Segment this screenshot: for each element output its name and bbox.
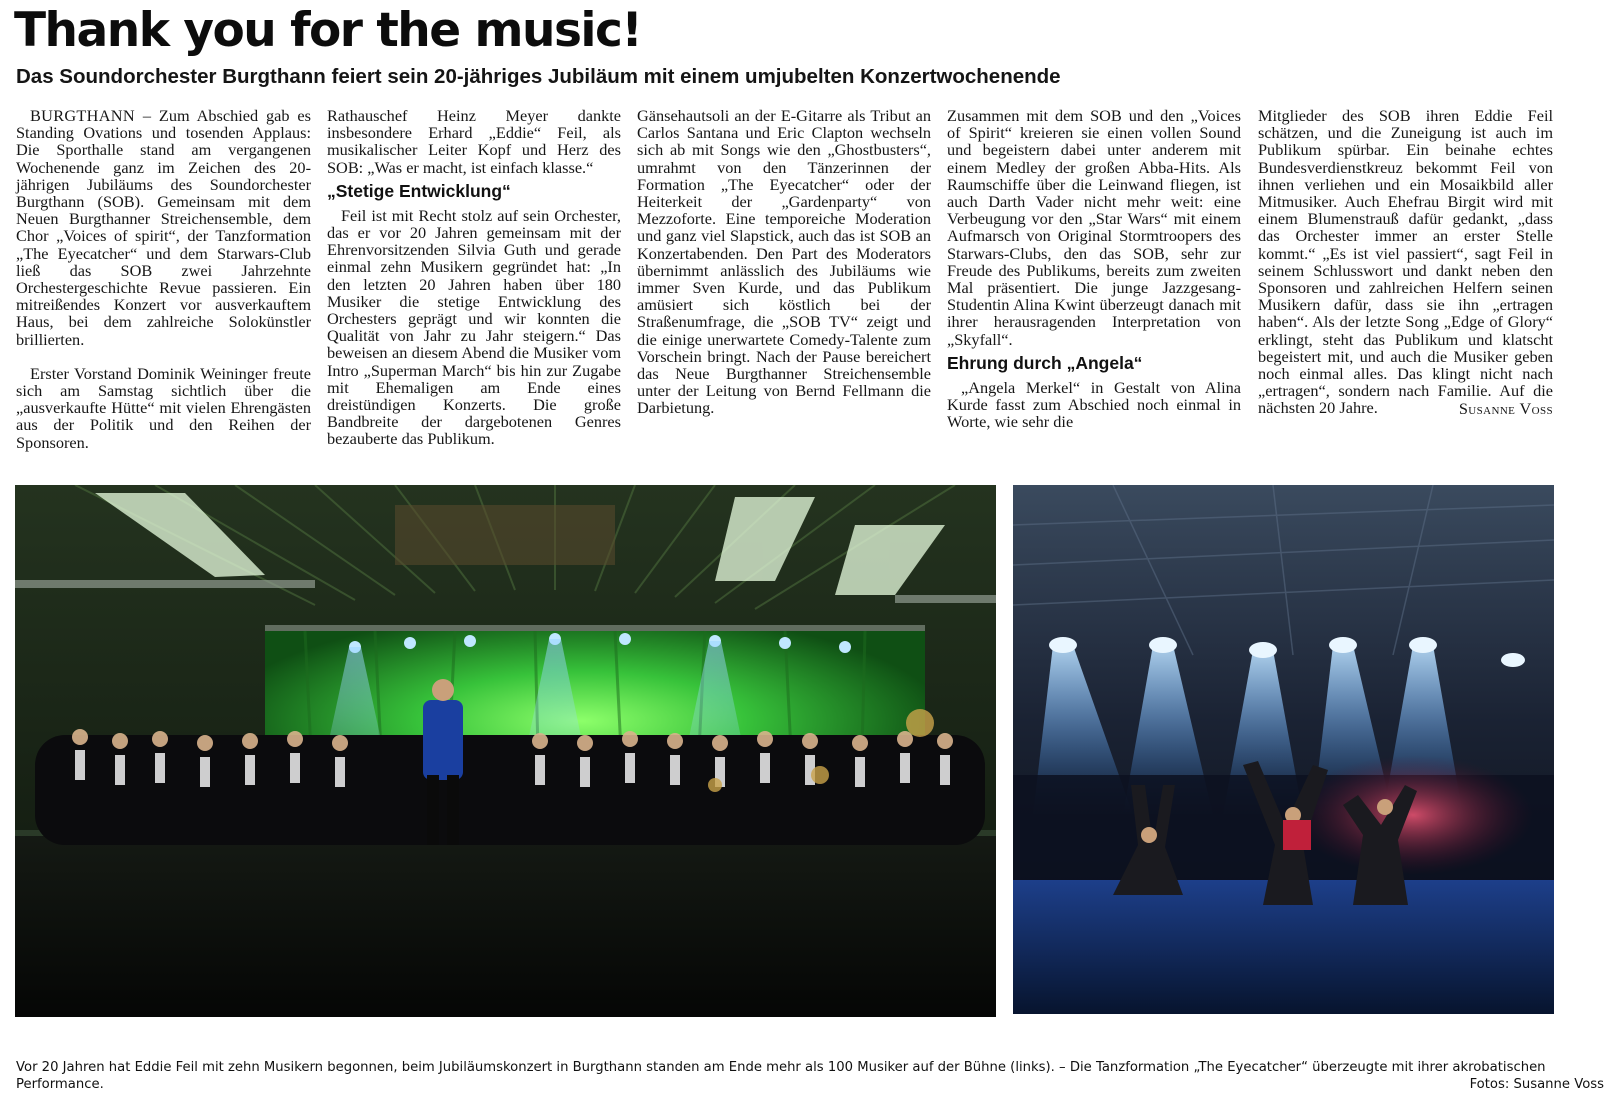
dance-photo-illustration — [1013, 485, 1554, 1014]
orchestra-photo — [15, 485, 996, 1017]
paragraph: Gänsehautsoli an der E-Gitarre als Tribut an Carlos Santana und Eric Clapton wechseln sich ab mit Songs wie den „Ghostbusters“, umrahmt von den Tänzerinnen der Formation „The Eyecatcher“ oder der Heiterkeit der „Gardenparty“ von Mezzoforte. Eine temporeiche Moderation und ganz viel Slapstick, auch das ist SOB an Konzertabenden. Den Part des Moderators übernimmt anlässlich des Jubiläums wie immer Sven Kurde, und das Publikum amüsiert sich köstlich bei der Straßenumfrage, die „SOB TV“ zeigt und die einige unerwartete Comedy-Talente zum Vorschein bringt. Nach der Pause bereichert das Neue Burgthanner Streichensemble unter der Leitung von Bernd Fellmann die Darbietung. — [637, 106, 931, 418]
photo-credit: Fotos: Susanne Voss — [1469, 1077, 1604, 1092]
article-column-2 — [327, 107, 621, 448]
article-column-3 — [637, 107, 931, 417]
paragraph: Rathauschef Heinz Meyer dankte insbesondere Erhard „Eddie“ Feil, als musikalischer Leiter Kopf und Herz des SOB: „Was er macht, ist einfach klasse.“ — [327, 106, 621, 177]
paragraph: Zusammen mit dem SOB und den „Voices of Spirit“ kreieren sie einen vollen Sound und begeistern dabei unter anderem mit einem Medley der großen Abba-Hits. Als Raumschiffe über die Leinwand fliegen, ist auch Darth Vader nicht mehr weit: eine Verbeugung vor den „Star Wars“ mit einem Aufmarsch von Original Stormtroopers des Starwars-Clubs, den das SOB, sehr zur Freude des Publikums, bereits zum zweiten Mal präsentiert. Die junge Jazzgesang-Studentin Alina Kwint überzeugt danach mit ihrer herausragenden Interpretation von „Skyfall“. — [947, 106, 1241, 349]
dance-photo — [1013, 485, 1554, 1014]
photo-caption — [16, 1060, 1604, 1093]
paragraph: Mitglieder des SOB ihren Eddie Feil schätzen, und die Zuneigung ist auch im Publikum spürbar. Ein beinahe echtes Bundesverdienstkreuz bekommt Feil von ihnen verliehen und ein Mosaikbild aller Mitmusiker. Auch Ehefrau Birgit wird mit einem Blumenstrauß dafür gedankt, „dass das Orchester immer an erster Stelle kommt.“ „Es ist viel passiert“, sagt Feil in seinem Schlusswort und dankt neben den Sponsoren und zahlreichen Helfern seinen Musikern dafür, dass sie ihn „ertragen haben“. Als der letzte Song „Edge of Glory“ erklingt, steht das Publikum und klatscht begeistert mit, und auch die Musiker geben noch einmal alles. Das klingt nicht nach „ertragen“, sondern nach Familie. Auf die nächsten 20 Jahre. — [1258, 106, 1553, 418]
headline: Thank you for the music! — [14, 3, 642, 58]
section-heading: Ehrung durch „Angela“ — [947, 352, 1143, 373]
dateline: BURGTHANN — [30, 106, 135, 125]
orchestra-photo-illustration — [15, 485, 996, 1017]
author-signature: Susanne Voss — [1458, 398, 1553, 418]
article-column-5 — [1258, 107, 1553, 417]
caption-text: Vor 20 Jahren hat Eddie Feil mit zehn Musikern begonnen, beim Jubiläumskonzert in Burgthann standen am Ende mehr als 100 Musiker auf der Bühne (links). – Die Tanzformation „The Eyecatcher“ überzeugte mit ihrer akrobatischen Performance. — [16, 1060, 1546, 1092]
article-column-1 — [16, 107, 311, 451]
paragraph: Erster Vorstand Dominik Weininger freute sich am Samstag sichtlich über die „ausverkaufte Hütte“ mit vielen Ehrengästen aus der Politik und den Reihen der Sponsoren. — [16, 363, 311, 452]
subheadline: Das Soundorchester Burgthann feiert sein 20-jähriges Jubiläum mit einem umjubelten Konzertwochenende — [16, 65, 1061, 88]
paragraph: „Angela Merkel“ in Gestalt von Alina Kurde fasst zum Abschied noch einmal in Worte, wie sehr die — [947, 377, 1241, 432]
lead-text: – Zum Abschied gab es Standing Ovations und tosenden Applaus: Die Sporthalle stand am vergangenen Wochenende ganz im Zeichen des 20-jährigen Jubiläums des Soundorchester Burgthann (SOB). Gemeinsam mit dem Neuen Burgthanner Streichensemble, dem Chor „Voices of spirit“, der Tanzformation „The Eyecatcher“ und dem Starwars-Club ließ das SOB zwei Jahrzehnte Orchestergeschichte Revue passieren. Ein mitreißendes Konzert vor ausverkauftem Haus, bei dem zahlreiche Solokünstler brillierten. — [16, 106, 311, 349]
article-column-4 — [947, 107, 1241, 430]
section-heading: „Stetige Entwicklung“ — [327, 180, 511, 201]
paragraph — [16, 107, 311, 348]
paragraph: Feil ist mit Recht stolz auf sein Orchester, das er vor 20 Jahren gemeinsam mit der Ehrenvorsitzenden Silvia Guth und gerade einmal zehn Musikern gegründet hat: „In den letzten 20 Jahren haben über 180 Musiker die stetige Entwicklung des Orchesters geprägt und wir konnten die Qualität von Jahr zu Jahr steigern.“ Das beweisen an diesem Abend die Musiker vom Intro „Superman March“ bis hin zur Zugabe mit Ehemaligen am Ende eines dreistündigen Konzerts. Die große Bandbreite der dargebotenen Genres bezauberte das Publikum. — [327, 205, 621, 449]
